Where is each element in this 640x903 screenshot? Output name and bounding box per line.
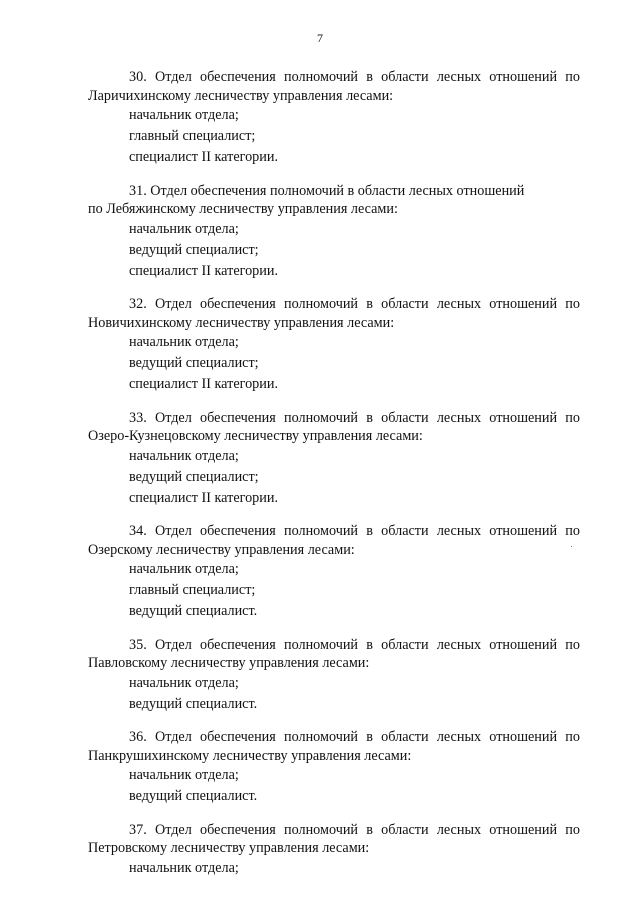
section-heading	[88, 821, 580, 858]
position-list	[88, 446, 580, 509]
section-heading	[88, 728, 580, 765]
heading-line-1: 30. Отдел обеспечения полномочий в области лесных отношений по	[129, 69, 580, 85]
position-item: начальник отдела;	[129, 107, 239, 123]
position-item: главный специалист;	[129, 128, 256, 144]
scan-speck	[571, 546, 572, 547]
position-list	[88, 219, 580, 282]
page-content	[88, 68, 580, 892]
department-section	[88, 636, 580, 715]
position-item: специалист II категории.	[129, 376, 278, 392]
heading-line-2: Павловскому лесничеству управления лесами:	[88, 655, 370, 671]
position-item: ведущий специалист;	[129, 468, 259, 485]
heading-line-1: 33. Отдел обеспечения полномочий в области лесных отношений по	[129, 409, 580, 426]
position-item: ведущий специалист;	[129, 355, 259, 371]
heading-line-2: Петровскому лесничеству управления лесами:	[88, 840, 370, 856]
position-list	[88, 105, 580, 168]
section-heading	[88, 522, 580, 559]
heading-line-1: 31. Отдел обеспечения полномочий в области лесных отношений	[129, 182, 525, 199]
department-section	[88, 295, 580, 395]
heading-line-2: Озеро-Кузнецовскому лесничеству управления лесами:	[88, 428, 423, 444]
section-heading	[88, 295, 580, 332]
position-list	[88, 559, 580, 622]
position-item: главный специалист;	[129, 582, 256, 598]
position-list	[88, 858, 580, 879]
heading-line-1: 32. Отдел обеспечения полномочий в области лесных отношений по	[129, 296, 580, 312]
position-item: ведущий специалист.	[129, 788, 258, 804]
position-item: специалист II категории.	[129, 262, 278, 279]
page-number: 7	[317, 31, 323, 45]
department-section	[88, 182, 580, 282]
position-list	[88, 673, 580, 715]
position-item: начальник отдела;	[129, 859, 239, 876]
position-item: начальник отдела;	[129, 220, 239, 237]
position-item: ведущий специалист.	[129, 695, 258, 712]
department-section	[88, 728, 580, 807]
position-item: начальник отдела;	[129, 447, 239, 464]
heading-line-2: Новичихинскому лесничеству управления лесами:	[88, 314, 395, 331]
position-item: специалист II категории.	[129, 149, 278, 165]
section-heading	[88, 68, 580, 105]
position-item: начальник отдела;	[129, 674, 239, 691]
position-item: начальник отдела;	[129, 561, 239, 577]
heading-line-1: 34. Отдел обеспечения полномочий в области лесных отношений по	[129, 523, 580, 539]
heading-line-1: 35. Отдел обеспечения полномочий в области лесных отношений по	[129, 636, 580, 653]
heading-line-2: Ларичихинскому лесничеству управления лесами:	[88, 87, 394, 104]
section-heading	[88, 636, 580, 673]
heading-line-1: 36. Отдел обеспечения полномочий в области лесных отношений по	[129, 729, 580, 745]
heading-line-2: Панкрушихинскому лесничеству управления лесами:	[88, 747, 412, 764]
heading-line-2: по Лебяжинскому лесничеству управления лесами:	[88, 201, 398, 217]
department-section	[88, 68, 580, 168]
position-item: начальник отдела;	[129, 767, 239, 783]
department-section	[88, 821, 580, 879]
position-item: специалист II категории.	[129, 489, 278, 506]
position-item: начальник отдела;	[129, 334, 239, 350]
department-section	[88, 522, 580, 622]
heading-line-1: 37. Отдел обеспечения полномочий в области лесных отношений по	[129, 821, 580, 838]
section-heading	[88, 182, 580, 219]
heading-line-2: Озерскому лесничеству управления лесами:	[88, 541, 355, 558]
department-section	[88, 409, 580, 509]
section-heading	[88, 409, 580, 446]
position-list	[88, 765, 580, 807]
position-list	[88, 332, 580, 395]
position-item: ведущий специалист;	[129, 241, 259, 258]
position-item: ведущий специалист.	[129, 603, 258, 619]
